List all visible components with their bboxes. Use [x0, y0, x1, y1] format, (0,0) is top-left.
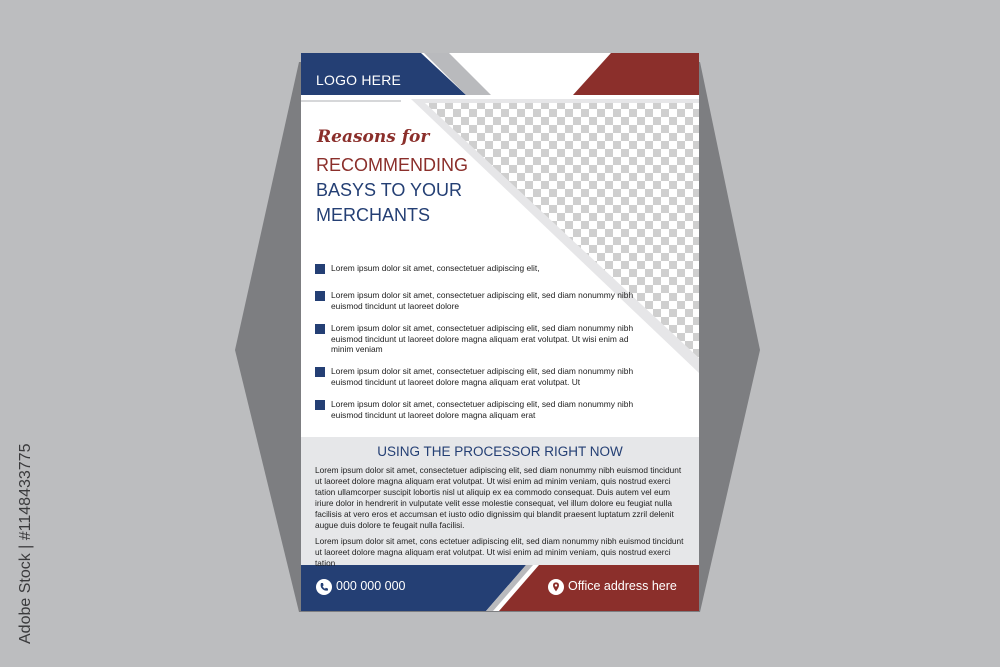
bullet-item: Lorem ipsum dolor sit amet, consectetuer adipiscing elit, sed diam nonummy nibh euismod tincidunt ut laoreet dolore magna aliquam erat volutpat. Ut: [315, 366, 635, 387]
headline-line-2: BASYS TO YOUR: [316, 180, 463, 200]
stock-id-text: Adobe Stock | #1148433775: [17, 443, 34, 644]
office-address: Office address here: [568, 579, 677, 593]
phone-number: 000 000 000: [336, 579, 406, 593]
headline-line-1: RECOMMENDING: [316, 155, 468, 175]
logo-text: LOGO HERE: [316, 72, 402, 88]
bullet-item: Lorem ipsum dolor sit amet, consectetuer adipiscing elit, sed diam nonummy nibh euismod tincidunt ut laoreet dolore magna aliquam erat: [315, 399, 635, 420]
bullet-item: Lorem ipsum dolor sit amet, consectetuer adipiscing elit, sed diam nonummy nibh euismod tincidunt ut laoreet dolore magna aliquam erat volutpat. Ut wisi enim ad minim veniam: [315, 323, 635, 355]
headline-line-3: MERCHANTS: [316, 205, 431, 225]
processor-paragraph-1: Lorem ipsum dolor sit amet, consectetuer adipiscing elit, sed diam nonummy nibh euismod tincidunt ut laoreet dolore magna aliquam erat volutpat. Ut wisi enim ad minim veniam, quis nostrud exerci tation ullamcorper suscipit lobortis nisl ut aliquip ex ea commodo consequat. Duis autem vel eum iriure dolor in hendrerit in vulputate velit esse molestie consequat, vel illum dolore eu feugiat nulla facilisis at vero eros et accumsan et iusto odio dignissim qui blandit praesent luptatum zzril delenit augue duis dolore te feugait nulla facilisi.: [315, 465, 682, 531]
bullet-item: Lorem ipsum dolor sit amet, consectetuer adipiscing elit,: [315, 263, 540, 274]
processor-title: USING THE PROCESSOR RIGHT NOW: [377, 444, 623, 459]
processor-paragraph-2: Lorem ipsum dolor sit amet, cons ectetuer adipiscing elit, sed diam nonummy nibh euismod tincidunt ut laoreet dolore magna aliquam erat volutpat. Ut wisi enim ad minim veniam, quis nostrud exerci tation: [315, 536, 684, 569]
headline-script: Reasons for: [317, 127, 430, 147]
bullet-item: Lorem ipsum dolor sit amet, consectetuer adipiscing elit, sed diam nonummy nibh euismod tincidunt ut laoreet dolore: [315, 290, 635, 311]
